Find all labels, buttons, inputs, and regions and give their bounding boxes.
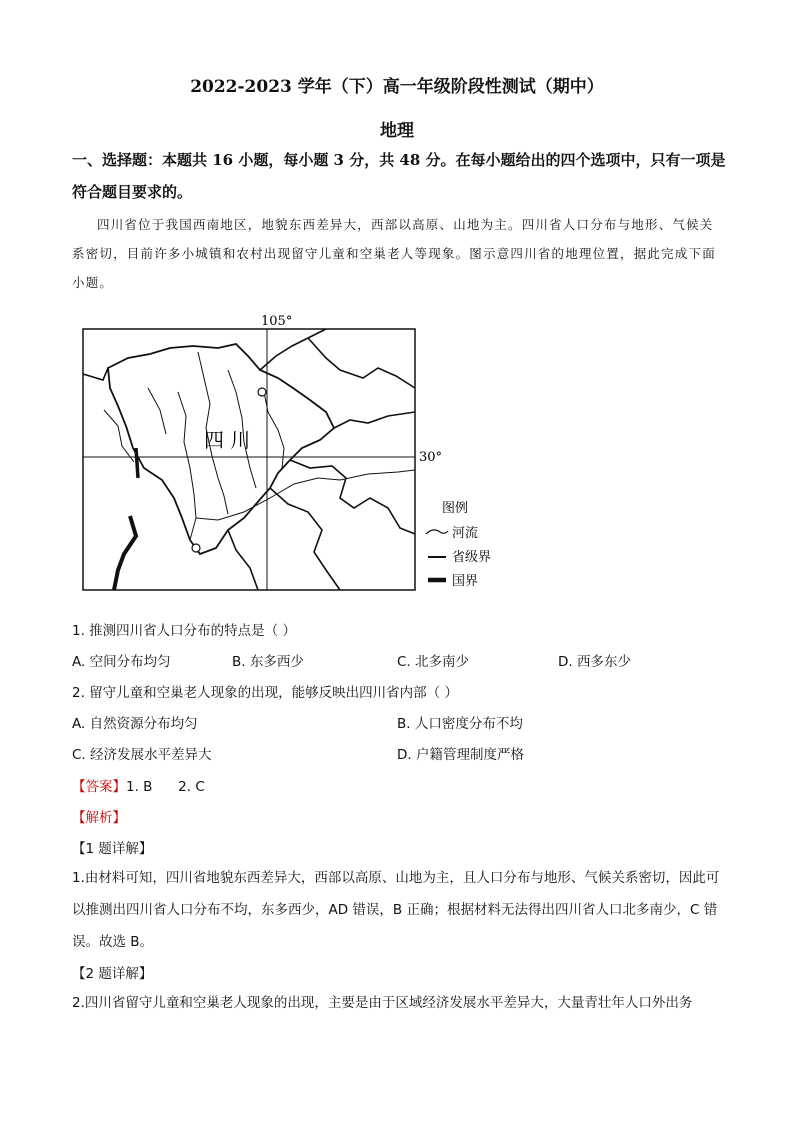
legend-national-border: 国界: [452, 574, 479, 589]
analysis-label: 【解析】: [72, 810, 126, 826]
answer-text: 1. B 2. C: [126, 779, 205, 795]
q2-option-b[interactable]: B. 人口密度分布不均: [397, 716, 523, 732]
question-2-stem: 2. 留守儿童和空巢老人现象的出现，能够反映出四川省内部（ ）: [72, 685, 458, 701]
q1-option-b[interactable]: B. 东多西少: [232, 654, 304, 670]
lon-label: 105°: [261, 314, 293, 329]
map-frame: [83, 329, 415, 590]
lat-label: 30°: [419, 450, 443, 465]
detail-2-text: 2.四川省留守儿童和空巢老人现象的出现，主要是由于区域经济发展水平差异大，大量青壮年人口外出务: [72, 995, 693, 1011]
q1-option-c[interactable]: C. 北多南少: [397, 654, 470, 670]
answer-line: [72, 775, 205, 795]
question-1-stem: 1. 推测四川省人口分布的特点是（ ）: [72, 623, 296, 639]
intro-paragraph: 四川省位于我国西南地区，地貌东西差异大，西部以高原、山地为主。四川省人口分布与地形、气候关系密切，目前许多小城镇和农村出现留守儿童和空巢老人等现象。图示意四川省的地理位置，据此完成下面小题。: [72, 217, 716, 290]
subject-title: 地理: [380, 121, 414, 141]
q1-option-a[interactable]: A. 空间分布均匀: [72, 654, 171, 670]
q2-option-a[interactable]: A. 自然资源分布均匀: [72, 716, 198, 732]
detail-1-text: 1.由材料可知，四川省地貌东西差异大，西部以高原、山地为主，且人口分布与地形、气候关系密切，因此可以推测出四川省人口分布不均，东多西少，AD 错误，B 正确；根据材料无法得出四川省人口北多南少，C 错误。故选 B。: [72, 870, 720, 950]
sichuan-map: [78, 308, 508, 594]
legend-province-border: 省级界: [452, 550, 492, 565]
page-title: 2022-2023 学年（下）高一年级阶段性测试（期中）: [190, 77, 604, 97]
national-border: [114, 516, 136, 590]
q2-option-d[interactable]: D. 户籍管理制度严格: [397, 747, 524, 763]
province-label: 四 川: [204, 428, 251, 452]
section-heading: 一、选择题：本题共 16 小题，每小题 3 分，共 48 分。在每小题给出的四个选项中，只有一项是符合题目要求的。: [72, 151, 726, 201]
detail-1-heading: 【1 题详解】: [72, 841, 153, 857]
river-legend-icon: [426, 530, 448, 534]
q1-option-d[interactable]: D. 西多东少: [558, 654, 631, 670]
legend-title: 图例: [442, 501, 469, 516]
detail-2-heading: 【2 题详解】: [72, 966, 153, 982]
q2-option-c[interactable]: C. 经济发展水平差异大: [72, 747, 212, 763]
legend-river: 河流: [452, 526, 479, 541]
answer-label: 【答案】: [72, 779, 126, 795]
